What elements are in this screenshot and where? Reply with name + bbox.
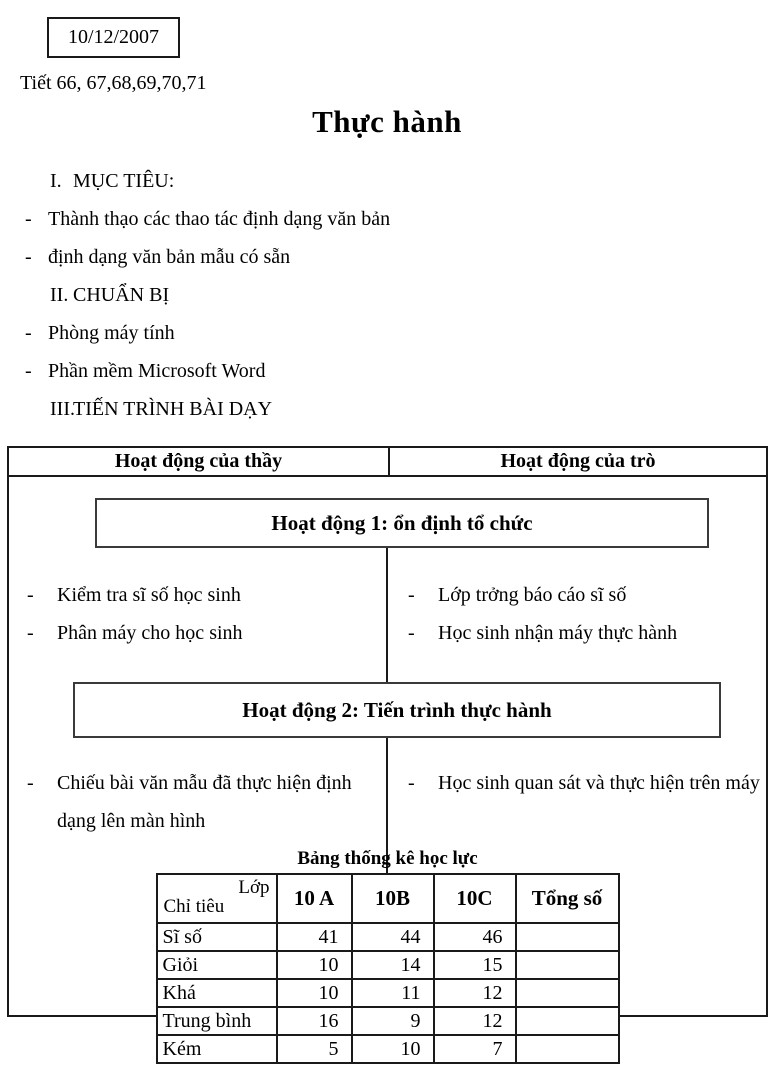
list-item [18,314,758,352]
activity1-title-box [95,498,709,548]
stats-table [156,873,620,1064]
cell-value: 14 [352,951,434,979]
teacher-column [9,576,388,652]
activity2-title: Hoạt động 2: Tiến trình thực hành [242,697,552,722]
bullet-dash: - [27,622,34,644]
section-heading-2 [18,276,758,314]
activity2-title-box [73,682,721,738]
cell-value: 16 [277,1007,352,1035]
section-heading-3 [18,390,758,428]
bullet-dash: - [408,622,415,644]
list-item-text: Học sinh nhận máy thực hành [438,622,678,644]
column-header-10c: 10C [434,874,516,923]
stats-table-title: Bảng thống kê học lực [297,848,478,869]
bullet-dash: - [25,321,32,344]
bullet-dash: - [27,772,34,794]
student-column [388,576,766,652]
student-column-header: Hoạt động của trò [388,448,766,475]
cell-value: 12 [434,979,516,1007]
list-item-text: Thành thạo các thao tác định dạng văn bản [48,207,391,230]
bullet-dash: - [25,245,32,268]
bullet-dash: - [25,207,32,230]
outline-list [18,162,758,428]
cell-value: 11 [352,979,434,1007]
student-column [388,764,766,840]
list-item-text: Lớp trởng báo cáo sĩ số [438,584,627,606]
cell-value: 46 [434,923,516,951]
cell-value: 12 [434,1007,516,1035]
row-label: Khá [157,979,277,1007]
row-label: Trung bình [157,1007,277,1035]
cell-value [516,1007,619,1035]
cell-value: 44 [352,923,434,951]
activity1-title: Hoạt động 1: ổn định tổ chức [271,510,533,535]
corner-label-lop: Lớp [238,877,270,898]
section-title: TIẾN TRÌNH BÀI DẠY [73,397,273,420]
section-numeral: I. [50,169,62,192]
table-row [157,1035,619,1063]
row-label: Sĩ số [157,923,277,951]
section-numeral: II. [50,283,69,306]
column-header-10a: 10 A [277,874,352,923]
list-item-text: Phân máy cho học sinh [57,622,243,644]
row-label: Kém [157,1035,277,1063]
teacher-column [9,764,388,840]
corner-label-chitieu: Chỉ tiêu [163,896,225,917]
list-item [18,200,758,238]
column-header-total: Tổng số [516,874,619,923]
list-item [27,576,388,614]
section-heading-1 [18,162,758,200]
bullet-dash: - [408,584,415,606]
date-text: 10/12/2007 [67,26,160,48]
list-item-text: Phòng máy tính [48,321,175,344]
lesson-periods-line: Tiết 66, 67,68,69,70,71 [20,72,207,94]
list-item [408,614,766,652]
list-item-text: định dạng văn bản mẫu có sẵn [48,245,291,268]
list-item-text: Kiểm tra sĩ số học sinh [57,584,241,606]
activity1-content [9,576,766,652]
cell-value: 5 [277,1035,352,1063]
section-numeral: III. [50,397,75,420]
list-item [18,352,758,390]
date-box [47,17,180,58]
cell-value: 15 [434,951,516,979]
list-item-text: Chiếu bài văn mẫu đã thực hiện định dạng lên màn hình [57,772,352,832]
table-row [157,979,619,1007]
table-row [157,1007,619,1035]
list-item [408,764,766,802]
list-item [18,238,758,276]
table-row [157,923,619,951]
activity-table [7,446,768,1060]
activity2-content [9,764,766,840]
corner-cell [157,874,277,923]
stats-header-row [157,874,619,923]
bullet-dash: - [25,359,32,382]
list-item [27,614,388,652]
bullet-dash: - [27,584,34,606]
page-title: Thực hành [312,104,462,139]
table-row [157,951,619,979]
cell-value: 7 [434,1035,516,1063]
cell-value: 10 [352,1035,434,1063]
bullet-dash: - [408,772,415,794]
cell-value [516,923,619,951]
list-item-text: Học sinh quan sát và thực hiện trên máy [438,772,760,794]
cell-value: 41 [277,923,352,951]
row-label: Giỏi [157,951,277,979]
list-item-text: Phần mềm Microsoft Word [48,359,266,382]
teacher-column-header: Hoạt động của thầy [114,450,283,472]
cell-value: 10 [277,979,352,1007]
activity-table-header [9,448,766,477]
cell-value: 9 [352,1007,434,1035]
list-item [27,764,388,840]
section-title: MỤC TIÊU: [73,169,175,192]
cell-value: 10 [277,951,352,979]
column-header-10b: 10B [352,874,434,923]
cell-value [516,979,619,1007]
cell-value [516,951,619,979]
list-item [408,576,766,614]
cell-value [516,1035,619,1063]
section-title: CHUẨN BỊ [73,283,170,306]
activity-table-body [9,498,766,1060]
